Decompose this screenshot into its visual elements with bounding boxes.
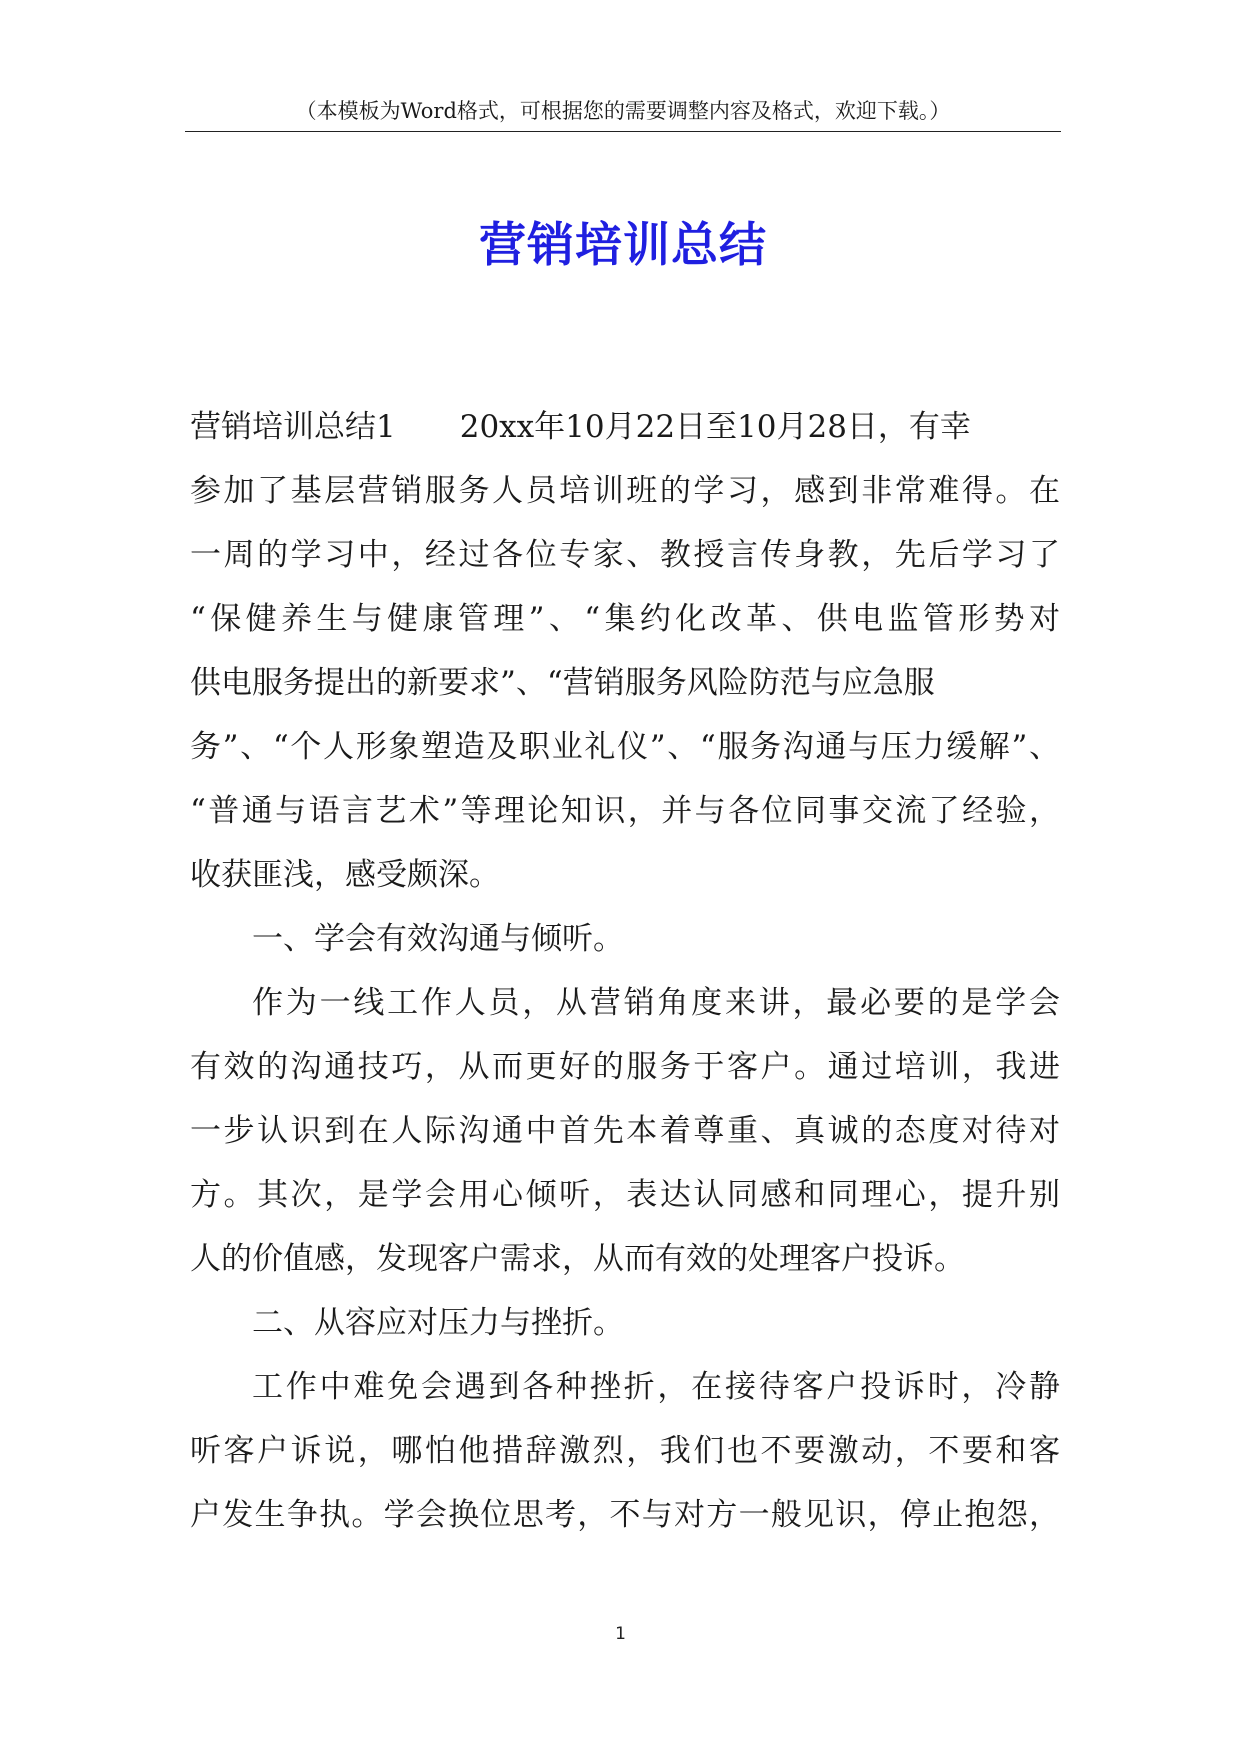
paragraph-line: 参加了基层营销服务人员培训班的学习，感到非常难得。在 <box>190 473 1060 509</box>
document-body <box>190 395 1060 1547</box>
paragraph-line: 方。其次，是学会用心倾听，表达认同感和同理心，提升别 <box>190 1177 1060 1213</box>
header-divider <box>185 131 1061 132</box>
paragraph-line: 听客户诉说，哪怕他措辞激烈，我们也不要激动，不要和客 <box>190 1433 1060 1469</box>
paragraph-line: 务”、“个人形象塑造及职业礼仪”、“服务沟通与压力缓解”、 <box>190 729 1060 765</box>
paragraph-line: 一步认识到在人际沟通中首先本着尊重、真诚的态度对待对 <box>190 1113 1060 1149</box>
intro-label: 营销培训总结1 <box>190 409 396 445</box>
section-heading-2: 二、从容应对压力与挫折。 <box>252 1305 624 1341</box>
intro-line <box>190 395 1060 459</box>
paragraph-line: 人的价值感，发现客户需求，从而有效的处理客户投诉。 <box>190 1241 965 1277</box>
section-heading-1: 一、学会有效沟通与倾听。 <box>252 921 624 957</box>
paragraph-line: “保健养生与健康管理”、“集约化改革、供电监管形势对 <box>190 601 1060 637</box>
template-note: （本模板为Word格式，可根据您的需要调整内容及格式，欢迎下载。） <box>295 99 951 123</box>
paragraph-line: 收获匪浅，感受颇深。 <box>190 857 500 893</box>
intro-first-line: 20xx年10月22日至10月28日，有幸 <box>459 409 971 445</box>
document-title: 营销培训总结 <box>479 218 767 273</box>
paragraph-line: 有效的沟通技巧，从而更好的服务于客户。通过培训，我进 <box>190 1049 1060 1085</box>
paragraph-line: 供电服务提出的新要求”、“营销服务风险防范与应急服 <box>190 665 935 701</box>
paragraph-line: “普通与语言艺术”等理论知识，并与各位同事交流了经验， <box>190 793 1060 829</box>
paragraph-line: 工作中难免会遇到各种挫折，在接待客户投诉时，冷静 <box>252 1369 1060 1405</box>
paragraph-line: 户发生争执。学会换位思考，不与对方一般见识，停止抱怨， <box>190 1497 1060 1533</box>
paragraph-line: 作为一线工作人员，从营销角度来讲，最必要的是学会 <box>252 985 1060 1021</box>
paragraph-line: 一周的学习中，经过各位专家、教授言传身教，先后学习了 <box>190 537 1060 573</box>
page-number: 1 <box>615 1624 626 1644</box>
